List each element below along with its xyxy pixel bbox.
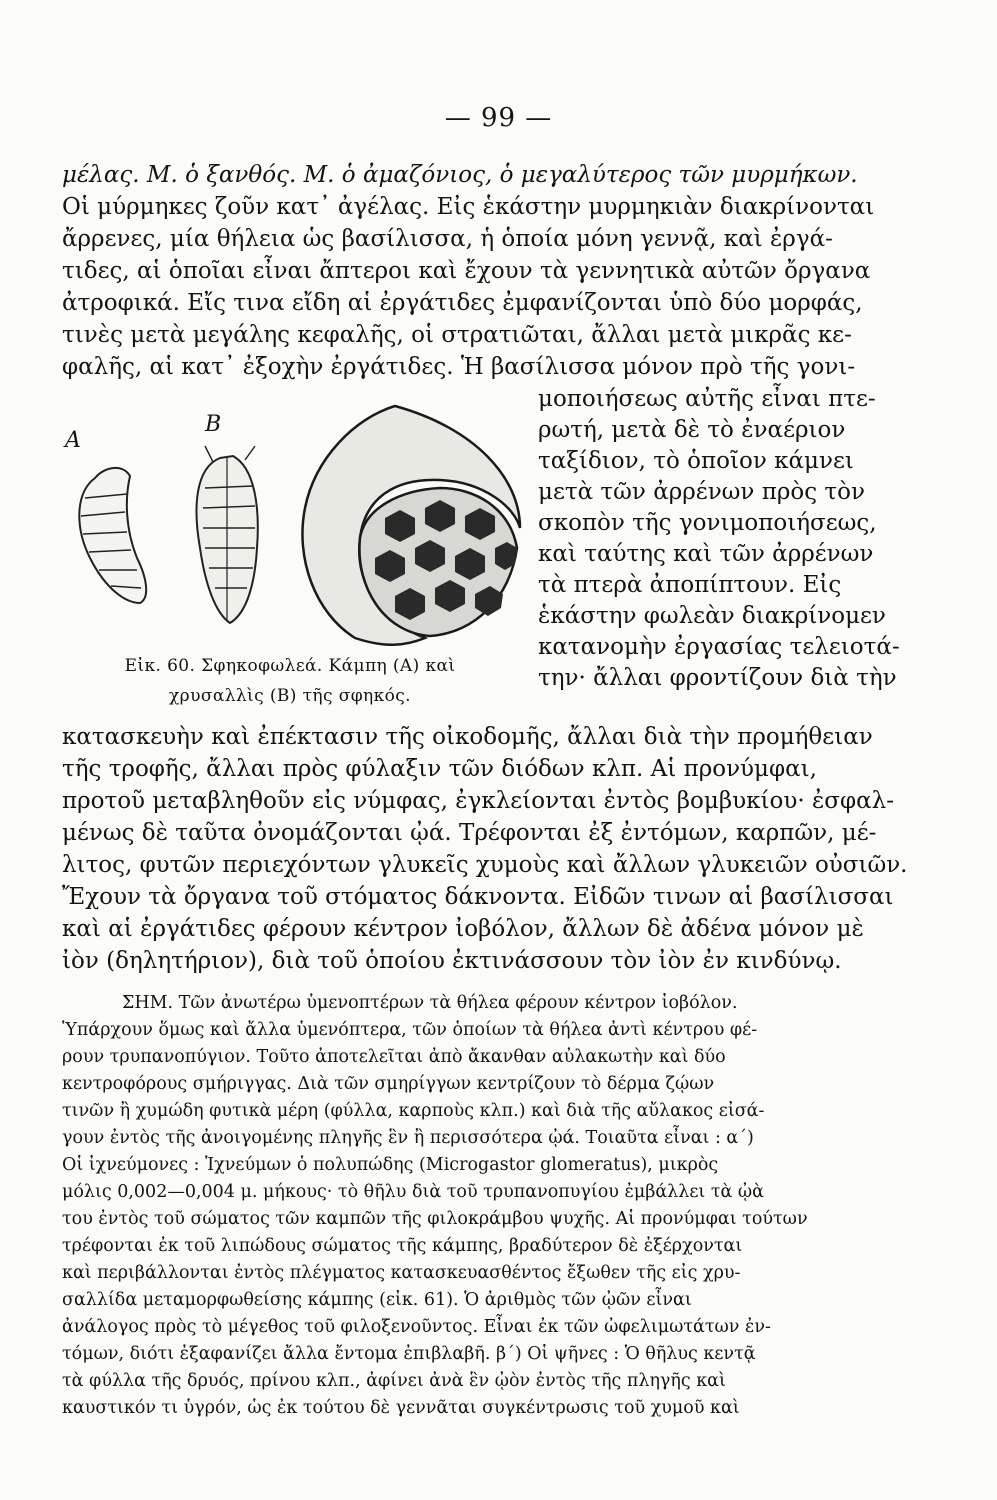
figure-label-a: Α xyxy=(65,428,81,453)
note-line: Οἱ ἰχνεύμονες : Ἰχνεύμων ὁ πολυπώδης (Microgastor glomeratus), μικρὸς xyxy=(62,1155,719,1175)
text-line: λιτος, φυτῶν περιεχόντων γλυκεῖς χυμοὺς καὶ ἄλλων γλυκειῶν οὐσιῶν. xyxy=(62,852,908,878)
text-line: καὶ ταύτης καὶ τῶν ἀρρένων xyxy=(538,541,874,567)
figure-caption-line2: χρυσαλλὶς (Β) τῆς σφηκός. xyxy=(168,686,411,706)
note-line: ΣΗΜ. Τῶν ἀνωτέρω ὑμενοπτέρων τὰ θήλεα φέρουν κέντρον ἰοβόλον. xyxy=(122,993,738,1013)
text-line: ἑκάστην φωλεὰν διακρίνομεν xyxy=(538,603,886,629)
text-line: τὰ πτερὰ ἀποπίπτουν. Εἰς xyxy=(538,572,842,598)
text-line: Οἱ μύρμηκες ζοῦν κατ᾽ ἀγέλας. Εἰς ἑκάστην μυρμηκιὰν διακρίνονται xyxy=(62,194,875,220)
text-line: ἰὸν (δηλητήριον), διὰ τοῦ ὁποίου ἐκτινάσσουν τὸν ἰὸν ἐν κινδύνῳ. xyxy=(62,948,842,974)
text-line: σκοπὸν τῆς γονιμοποιήσεως, xyxy=(538,510,877,536)
note-line: τόμων, διότι ἐξαφανίζει ἄλλα ἔντομα ἐπιβλαβῆ. β΄) Οἱ ψῆνες : Ὁ θῆλυς κεντᾷ xyxy=(62,1344,756,1364)
text-line: τινὲς μετὰ μεγάλης κεφαλῆς, οἱ στρατιῶται, ἄλλαι μετὰ μικρᾶς κε- xyxy=(62,322,852,348)
text-line: Ἔχουν τὰ ὄργανα τοῦ στόματος δάκνοντα. Εἰδῶν τινων αἱ βασίλισσαι xyxy=(62,884,894,910)
text-line: τῆς τροφῆς, ἄλλαι πρὸς φύλαξιν τῶν διόδων κλπ. Αἱ προνύμφαι, xyxy=(62,756,817,782)
page-number: — 99 — xyxy=(444,103,553,133)
text-line: μετὰ τῶν ἀρρένων πρὸς τὸν xyxy=(538,479,865,505)
note-line: τινῶν ἢ χυμώδη φυτικὰ μέρη (φύλλα, καρποὺς κλπ.) καὶ διὰ τῆς αὔλακος εἰσά- xyxy=(62,1101,765,1121)
figure-caption-line1: Εἰκ. 60. Σφηκοφωλεά. Κάμπη (Α) καὶ xyxy=(124,656,456,676)
text-line: μένως δὲ ταῦτα ὀνομάζονται ᾠά. Τρέφονται ἐξ ἐντόμων, καρπῶν, μέ- xyxy=(62,820,877,846)
note-line: ἀνάλογος πρὸς τὸ μέγεθος τοῦ φιλοξενοῦντος. Εἶναι ἐκ τῶν ὠφελιμωτάτων ἐν- xyxy=(62,1317,771,1337)
text-line: ἄρρενες, μία θήλεια ὡς βασίλισσα, ἡ ὁποία μόνη γεννᾷ, καὶ ἐργά- xyxy=(62,226,833,252)
larva-drawing xyxy=(79,468,146,603)
text-line: ρωτή, μετὰ δὲ τὸ ἐναέριον xyxy=(538,417,846,443)
note-line: τὰ φύλλα τῆς δρυός, πρίνου κλπ., ἀφίνει ἀνὰ ἓν ᾠὸν ἐντὸς τῆς πληγῆς καὶ xyxy=(62,1371,726,1391)
figure-label-b: Β xyxy=(205,412,222,437)
text-line: μέλας. Μ. ὁ ξανθός. Μ. ὁ ἀμαζόνιος, ὁ μεγαλύτερος τῶν μυρμήκων. xyxy=(62,162,858,188)
text-line: καὶ αἱ ἐργάτιδες φέρουν κέντρον ἰοβόλον, ἄλλων δὲ ἀδένα μόνον μὲ xyxy=(62,916,864,942)
note-line: Ὑπάρχουν ὅμως καὶ ἄλλα ὑμενόπτερα, τῶν ὁποίων τὰ θήλεα ἀντὶ κέντρου φέ- xyxy=(62,1020,758,1040)
note-line: του ἐντὸς τοῦ σώματος τῶν καμπῶν τῆς φιλοκράμβου ψυχῆς. Αἱ προνύμφαι τούτων xyxy=(62,1209,808,1229)
text-line: φαλῆς, αἱ κατ᾽ ἐξοχὴν ἐργάτιδες. Ἡ βασίλισσα μόνον πρὸ τῆς γονι- xyxy=(62,354,856,380)
text-line: την· ἄλλαι φροντίζουν διὰ τὴν xyxy=(538,665,897,691)
text-line: κατασκευὴν καὶ ἐπέκτασιν τῆς οἰκοδομῆς, ἄλλαι διὰ τὴν προμήθειαν xyxy=(62,724,873,750)
note-line: τρέφονται ἐκ τοῦ λιπώδους σώματος τῆς κάμπης, βραδύτερον δὲ ἐξέρχονται xyxy=(62,1236,743,1256)
note-line: γουν ἐντὸς τῆς ἀνοιγομένης πληγῆς ἓν ἢ περισσότερα ᾠά. Τοιαῦτα εἶναι : α΄) xyxy=(62,1128,754,1148)
text-line: προτοῦ μεταβληθοῦν εἰς νύμφας, ἐγκλείονται ἐντὸς βομβυκίου· ἐσφαλ- xyxy=(62,788,894,814)
text-line: μοποιήσεως αὐτῆς εἶναι πτε- xyxy=(538,386,876,412)
note-line: ρουν τρυπανοπύγιον. Τοῦτο ἀποτελεῖται ἀπὸ ἄκανθαν αὐλακωτὴν καὶ δύο xyxy=(62,1047,726,1067)
note-line: καυστικόν τι ὑγρόν, ὡς ἐκ τούτου δὲ γεννᾶται συγκέντρωσις τοῦ χυμοῦ καὶ xyxy=(62,1398,740,1418)
pupa-drawing xyxy=(197,446,258,623)
text-line: ταξίδιον, τὸ ὁποῖον κάμνει xyxy=(538,448,854,474)
note-line: μόλις 0,002—0,004 μ. μήκους· τὸ θῆλυ διὰ τοῦ τρυπανοπυγίου ἐμβάλλει τὰ ᾠὰ xyxy=(62,1182,764,1202)
note-line: σαλλίδα μεταμορφωθείσης κάμπης (εἰκ. 61). Ὁ ἀριθμὸς τῶν ᾠῶν εἶναι xyxy=(62,1290,692,1310)
note-line: κεντροφόρους σμήριγγας. Διὰ τῶν σμηρίγγων κεντρίζουν τὸ δέρμα ζῴων xyxy=(62,1074,715,1094)
text-line: ἀτροφικά. Εἴς τινα εἴδη αἱ ἐργάτιδες ἐμφανίζονται ὑπὸ δύο μορφάς, xyxy=(62,290,863,316)
text-line: κατανομὴν ἐργασίας τελειοτά- xyxy=(538,634,900,660)
figure-60 xyxy=(55,398,525,716)
note-line: καὶ περιβάλλονται ἐντὸς πλέγματος κατασκευασθέντος ἔξωθεν τῆς εἰς χρυ- xyxy=(62,1263,741,1283)
wasp-nest-illustration xyxy=(55,398,525,648)
text-line: τιδες, αἱ ὁποῖαι εἶναι ἄπτεροι καὶ ἔχουν τὰ γεννητικὰ αὐτῶν ὄργανα xyxy=(62,258,871,284)
